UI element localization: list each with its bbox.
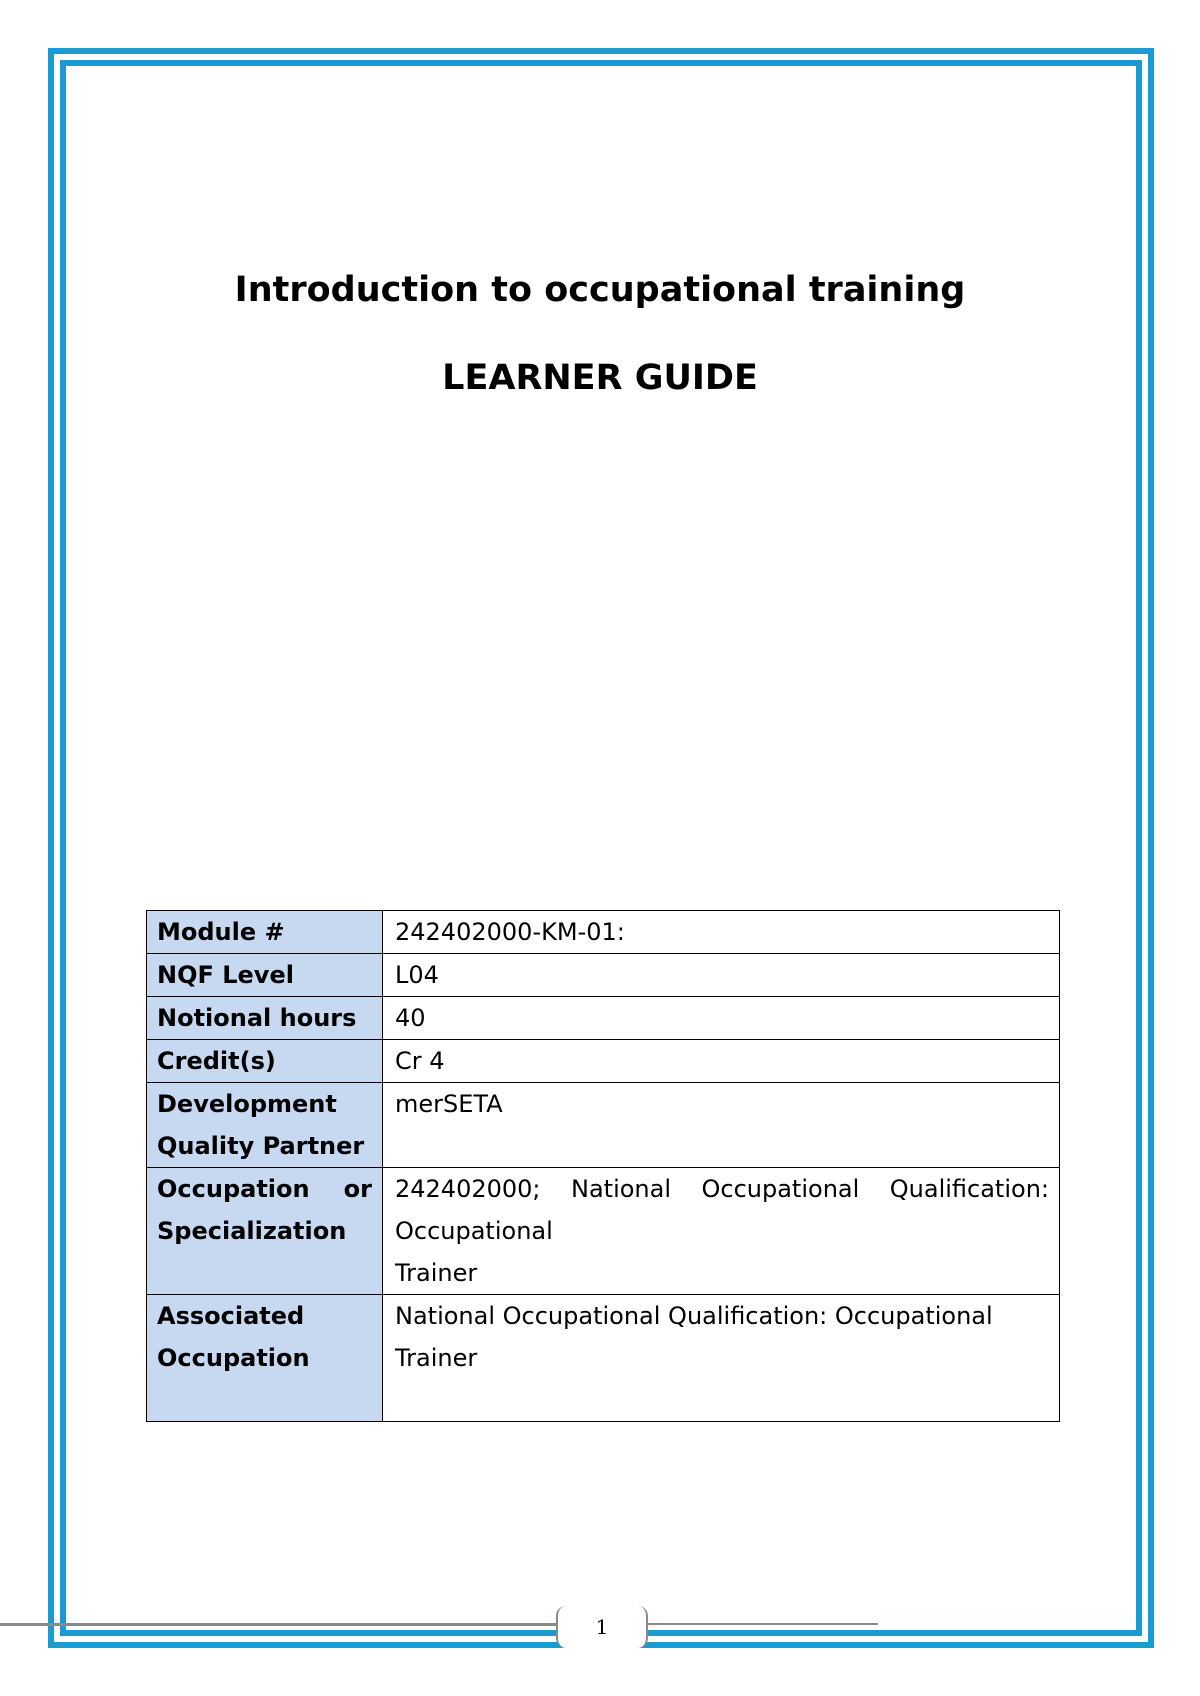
- row-label: NQF Level: [147, 954, 383, 997]
- row-value-line: National Occupational Qualification: Occupational: [395, 1302, 993, 1330]
- row-label: [147, 1083, 383, 1168]
- row-value-line: 242402000; National Occupational Qualification:: [395, 1175, 1049, 1203]
- document-subtitle: LEARNER GUIDE: [442, 358, 758, 398]
- row-value-line: Trainer: [395, 1344, 478, 1372]
- row-label-line: Associated: [157, 1302, 305, 1330]
- row-label: [147, 1168, 383, 1295]
- table-row: [147, 997, 1060, 1040]
- row-label-line: Occupation or: [157, 1175, 372, 1203]
- row-label-line: Occupation: [157, 1344, 310, 1372]
- row-value: 40: [383, 997, 1060, 1040]
- footer-rule-right: [648, 1623, 878, 1625]
- row-value-line: Occupational: [395, 1217, 553, 1245]
- table-row: [147, 954, 1060, 997]
- table-row: [147, 1083, 1060, 1168]
- table-row: [147, 911, 1060, 954]
- row-value: Cr 4: [383, 1040, 1060, 1083]
- module-info-table: [146, 910, 1060, 1422]
- table-row: [147, 1168, 1060, 1295]
- row-label: Module #: [147, 911, 383, 954]
- row-value: [383, 1168, 1060, 1295]
- row-value: L04: [383, 954, 1060, 997]
- row-value: [383, 1295, 1060, 1422]
- row-label-line: Development: [157, 1090, 337, 1118]
- row-label-line: Quality Partner: [157, 1132, 365, 1160]
- row-label: [147, 1295, 383, 1422]
- row-value: 242402000-KM-01:: [383, 911, 1060, 954]
- row-label-line: Specialization: [157, 1217, 347, 1245]
- document-title: Introduction to occupational training: [234, 270, 966, 310]
- row-value-line: Trainer: [395, 1259, 478, 1287]
- row-label: Credit(s): [147, 1040, 383, 1083]
- row-value: merSETA: [383, 1083, 1060, 1168]
- page-number: 1: [556, 1606, 648, 1648]
- table-row: [147, 1295, 1060, 1422]
- footer-rule-left: [0, 1623, 560, 1626]
- row-label: Notional hours: [147, 997, 383, 1040]
- table-row: [147, 1040, 1060, 1083]
